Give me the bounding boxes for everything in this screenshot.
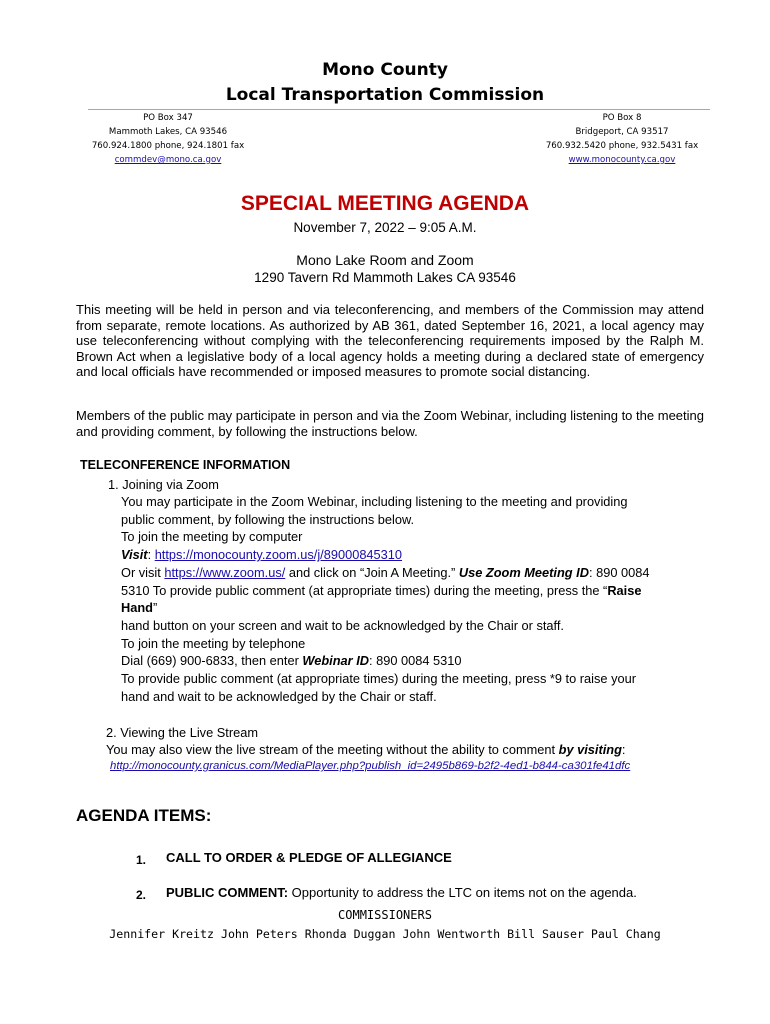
org-name: Mono County bbox=[322, 60, 448, 80]
address-left-line3: 760.924.1800 phone, 924.1801 fax bbox=[91, 141, 245, 151]
live-stream-link-row bbox=[110, 759, 630, 774]
address-left-line1: PO Box 347 bbox=[143, 113, 193, 123]
visit-sep: : bbox=[147, 547, 155, 563]
email-link[interactable]: commdev@mono.ca.gov bbox=[114, 155, 222, 165]
meeting-address: 1290 Tavern Rd Mammoth Lakes CA 93546 bbox=[254, 270, 516, 285]
hand-text: Hand bbox=[121, 600, 153, 616]
zoom-dial-line: Dial (669) 900-6833, then enter Webinar ID: 890 0084 5310 bbox=[121, 653, 462, 669]
commissioners-label: COMMISSIONERS bbox=[338, 908, 432, 922]
agenda-heading: AGENDA ITEMS: bbox=[76, 806, 212, 825]
zoom-line-9: To join the meeting by telephone bbox=[121, 635, 306, 651]
org-subtitle: Local Transportation Commission bbox=[225, 85, 545, 105]
address-left-line2: Mammoth Lakes, CA 93546 bbox=[108, 127, 228, 137]
zoom-line-1: You may participate in the Zoom Webinar, including listening to the meeting and providing bbox=[121, 494, 628, 509]
visit-label: Visit bbox=[121, 547, 148, 563]
raise-text: Raise bbox=[607, 582, 642, 598]
agenda-item-2-title: PUBLIC COMMENT: bbox=[166, 885, 289, 900]
address-block-left bbox=[58, 111, 278, 167]
agenda-item-1-title: CALL TO ORDER & PLEDGE OF ALLEGIANCE bbox=[166, 850, 452, 865]
meeting-date: November 7, 2022 – 9:05 A.M. bbox=[293, 220, 477, 235]
webinar-id-label: Webinar ID bbox=[302, 653, 370, 669]
teleconference-heading: TELECONFERENCE INFORMATION bbox=[80, 458, 291, 472]
agenda-item-2-number: 2. bbox=[136, 888, 147, 902]
live-stream-line: You may also view the live stream of the meeting without the ability to comment by visiting: bbox=[106, 742, 626, 757]
zoom-site-link[interactable]: https://www.zoom.us/ bbox=[164, 564, 286, 580]
webinar-id-value: : 890 0084 5310 bbox=[369, 653, 462, 669]
meeting-id-label: Use Zoom Meeting ID bbox=[458, 564, 589, 580]
zoom-line-7: Hand” bbox=[121, 600, 158, 616]
intro-paragraph: This meeting will be held in person and via teleconferencing, and members of the Commission may attend from separate, remote locations. As authorized by AB 361, dated September 16, 2021, a local agency may use teleconferencing without complying with the teleconferencing requirements imposed by the Ralph M. Brown Act when a legislative body of a local agency holds a meeting during a declared state of emergency and local officials have recommended or imposed measures to promote social distancing. bbox=[76, 302, 704, 379]
live-stream-link[interactable]: http://monocounty.granicus.com/MediaPlayer.php?publish_id=2495b869-b2f2-4ed1-b844-ca301fe41dfc bbox=[110, 760, 631, 772]
agenda-item-2-desc: Opportunity to address the LTC on items not on the agenda. bbox=[288, 885, 637, 900]
zoom-line-3: To join the meeting by computer bbox=[121, 529, 303, 545]
or-visit-text: Or visit bbox=[121, 564, 165, 580]
zoom-or-visit-line bbox=[121, 564, 711, 582]
public-participation-paragraph: Members of the public may participate in person and via the Zoom Webinar, including listening to the meeting and providing comment, by following the instructions below. bbox=[76, 408, 704, 439]
zoom-line-8: hand button on your screen and wait to be acknowledged by the Chair or staff. bbox=[121, 617, 564, 633]
website-link[interactable]: www.monocounty.ca.gov bbox=[568, 155, 676, 165]
address-right-line3: 760.932.5420 phone, 932.5431 fax bbox=[545, 141, 699, 151]
page-title: SPECIAL MEETING AGENDA bbox=[240, 192, 530, 215]
commissioners-names: Jennifer Kreitz John Peters Rhonda Duggan John Wentworth Bill Sauser Paul Chang bbox=[109, 927, 661, 941]
zoom-line-6: 5310 To provide public comment (at appropriate times) during the meeting, press the “Raise bbox=[121, 582, 642, 598]
zoom-visit-line bbox=[121, 546, 711, 564]
address-right-line2: Bridgeport, CA 93517 bbox=[575, 127, 669, 137]
zoom-line-11: To provide public comment (at appropriate times) during the meeting, press *9 to raise your bbox=[121, 671, 636, 687]
by-visiting-text: by visiting bbox=[558, 742, 622, 757]
address-right-line1: PO Box 8 bbox=[602, 113, 642, 123]
meeting-id-value: : 890 0084 bbox=[588, 564, 650, 580]
zoom-instructions bbox=[121, 493, 711, 705]
join-meeting-text: and click on “Join A Meeting.” bbox=[285, 564, 459, 580]
zoom-webinar-link[interactable]: https://monocounty.zoom.us/j/89000845310 bbox=[154, 547, 403, 563]
item-joining-zoom: 1. Joining via Zoom bbox=[108, 477, 219, 492]
zoom-line-2: public comment, by following the instructions below. bbox=[121, 511, 415, 527]
address-block-right bbox=[512, 111, 732, 167]
zoom-line-12: hand and wait to be acknowledged by the Chair or staff. bbox=[121, 688, 437, 704]
header-divider bbox=[88, 109, 710, 110]
item-live-stream: 2. Viewing the Live Stream bbox=[106, 725, 258, 740]
agenda-item-2 bbox=[166, 885, 637, 900]
agenda-item-1-number: 1. bbox=[136, 853, 147, 867]
meeting-location: Mono Lake Room and Zoom bbox=[296, 252, 474, 268]
